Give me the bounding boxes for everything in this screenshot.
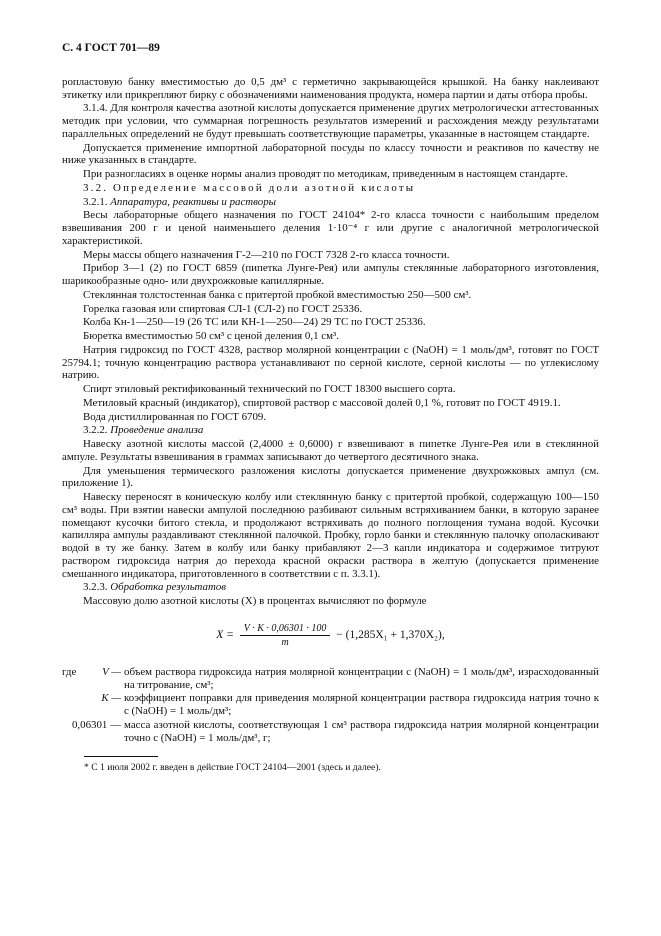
definition-symbol: V —	[102, 665, 121, 678]
subsection-heading	[62, 581, 599, 594]
subsection-number: 3.2.3.	[83, 581, 108, 594]
subsection-number: 3.2.1.	[83, 195, 108, 208]
subsection-title: Проведение анализа	[110, 424, 204, 437]
formula-numerator: V · K · 0,06301 · 100	[240, 622, 331, 636]
paragraph: Для уменьшения термического разложения кислоты допускается применение двухрожковых ампул (см. приложение 1).	[62, 464, 599, 490]
document-page	[62, 42, 599, 775]
definition-symbol: K —	[101, 692, 121, 705]
definition-item	[62, 666, 599, 692]
subsection-title: Аппаратура, реактивы и растворы	[110, 195, 277, 208]
paragraph: Горелка газовая или спиртовая СЛ-1 (СЛ-2) по ГОСТ 25336.	[83, 302, 363, 315]
paragraph: Допускается применение импортной лабораторной посуды по классу точности и реактивов по качеству не ниже указанных в стандарте.	[62, 141, 599, 167]
paragraph: Спирт этиловый ректификованный технический по ГОСТ 18300 высшего сорта.	[83, 383, 456, 395]
paragraph: Вода дистиллированная по ГОСТ 6709.	[83, 410, 267, 423]
definitions-list	[62, 666, 599, 745]
subsection-heading	[62, 196, 599, 209]
page-header: С. 4 ГОСТ 701—89	[62, 42, 160, 54]
paragraph: ропластовую банку вместимостью до 0,5 дм³ с герметично закрывающейся крышкой. На банку наклеивают этикетку или прикрепляют бирку с обозначениями наименования продукта, номера партии и даты отбора пробы.	[62, 75, 599, 101]
section-heading: 3.2. Определение массовой доли азотной кислоты	[83, 181, 416, 194]
paragraph: Навеску азотной кислоты массой (2,4000 ± 0,6000) г взвешивают в пипетке Лунге-Рея или в стеклянной ампуле. Результаты взвешивания в граммах записывают до четвертого десятичного знака.	[62, 438, 599, 463]
definition-item	[62, 692, 599, 718]
paragraph: Бюретка вместимостью 50 см³ с ценой деления 0,1 см³.	[83, 330, 339, 342]
definition-text: масса азотной кислоты, соответствующая 1 см³ раствора гидроксида натрия молярной концентрации точно c (NaOH) = 1 моль/дм³, г;	[124, 718, 599, 744]
formula-fraction	[240, 622, 331, 649]
definition-symbol: 0,06301 —	[71, 718, 121, 731]
paragraph: Натрия гидроксид по ГОСТ 4328, раствор молярной концентрации c (NaOH) = 1 моль/дм³, готовят по ГОСТ 25794.1; точную концентрацию раствора устанавливают по серной кислоте, серной кислоты — по углекислому натрию.	[62, 343, 599, 382]
subsection-title: Обработка результатов	[110, 581, 227, 594]
paragraph: Меры массы общего назначения Г-2—210 по ГОСТ 7328 2-го класса точности.	[83, 248, 450, 261]
subsection-heading	[62, 424, 599, 437]
definition-item	[62, 719, 599, 745]
formula-lhs: X =	[216, 628, 234, 641]
paragraph: Массовую долю азотной кислоты (X) в процентах вычисляют по формуле	[83, 595, 427, 607]
paragraph: Весы лабораторные общего назначения по ГОСТ 24104* 2-го класса точности с наибольшим пределом взвешивания 200 г и ценой наименьшего деления 1·10⁻⁴ г или другие с аналогичной метрологической характеристикой.	[62, 209, 599, 247]
paragraph: 3.1.4. Для контроля качества азотной кислоты допускается применение других метрологически аттестованных методик при условии, что суммарная погрешность результатов измерений и расхождения между результатами параллельных определений не будут превышать соответствующие параметры, указанные в настоящем стандарте.	[62, 102, 599, 140]
formula-rhs: − (1,285X₁ + 1,370X₂),	[336, 628, 445, 641]
paragraph: Стеклянная толстостенная банка с притертой пробкой вместимостью 250—500 см³.	[83, 288, 472, 301]
formula-denominator: m	[281, 636, 289, 648]
definition-text: объем раствора гидроксида натрия молярной концентрации c (NaOH) = 1 моль/дм³, израсходованный на титрование, см³;	[124, 665, 599, 691]
subsection-number: 3.2.2.	[83, 424, 108, 437]
footnote: * С 1 июля 2002 г. введен в действие ГОСТ 24104—2001 (здесь и далее).	[84, 762, 381, 774]
paragraph: При разногласиях в оценке нормы анализ проводят по методикам, приведенным в настоящем стандарте.	[83, 168, 568, 180]
footnote-divider	[84, 756, 158, 757]
paragraph: Колба Кн-1—250—19 (26 ТС или КН-1—250—24) 29 ТС по ГОСТ 25336.	[83, 316, 426, 329]
where-label: где	[62, 665, 77, 678]
formula	[62, 622, 599, 649]
paragraph: Метиловый красный (индикатор), спиртовой раствор с массовой долей 0,1 %, готовят по ГОСТ 4919.1.	[83, 396, 561, 409]
paragraph: Навеску переносят в коническую колбу или стеклянную банку с притертой пробкой, содержащую 100—150 см³ воды. При взятии навески ампулой последнюю разбивают сильным встряхиванием банки, в которую заранее помещают кусочки битого стекла, и продолжают встряхивать до полного поглощения тумана водой. Кусочки капилляра ампулы раздавливают стеклянной палочкой. Пробку, горло банки и стеклянную палочку ополаскивают водой в ту же банку. Затем в колбу или банку прибавляют 2—3 капли индикатора и содержимое титруют раствором гидроксида натрия до перехода красной окраски раствора в желтую (допускается применение смешанного индикатора, приготовленного в соответствии с п. 3.3.1).	[62, 491, 599, 580]
paragraph: Прибор 3—1 (2) по ГОСТ 6859 (пипетка Лунге-Рея) или ампулы стеклянные лабораторного изготовления, шарикообразные одно- или двухрожковые капиллярные.	[62, 262, 599, 287]
definition-text: коэффициент поправки для приведения молярной концентрации раствора гидроксида натрия точно к c (NaOH) = 1 моль/дм³;	[124, 692, 599, 717]
